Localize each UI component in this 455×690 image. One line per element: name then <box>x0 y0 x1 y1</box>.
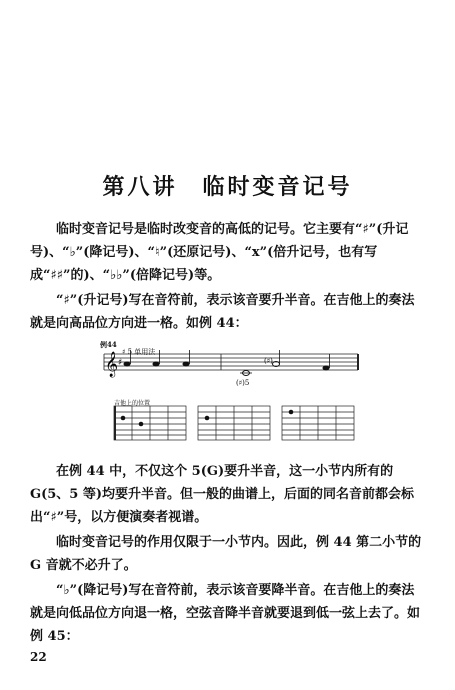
under-note-text: (♯)5 <box>236 379 250 387</box>
fret-dot <box>205 416 210 421</box>
fret-dot <box>139 422 144 427</box>
paragraph-flat: “♭”(降记号)写在音符前，表示该音要降半音。在吉他上的奏法就是向低品位方向退一格，空弦音降半音就要退到低一弦上去了。如例 45： <box>30 583 421 644</box>
paren-sharp: (♯) <box>264 357 273 365</box>
fret-dot <box>289 410 294 415</box>
paragraph-intro: 临时变音记号是临时改变音的高低的记号。它主要有“♯”(升记号)、“♭”(降记号)、“♮”(还原记号)、“x”(倍升记号，也有写成“♯♯”的)、“♭♭”(倍降记号)等。 <box>30 222 409 283</box>
note-head <box>153 362 160 367</box>
paragraph-example-explanation: 在例 44 中，不仅这个 5(G)要升半音，这一小节内所有的 G(5、5 等)均要升半音。但一般的曲谱上，后面的同名音前都会标出“♯”号，以方便演奏者视谱。 <box>30 464 415 525</box>
sharp-icon: ♯ <box>118 358 123 368</box>
note-head <box>183 362 190 367</box>
note-head <box>323 366 330 371</box>
page-number: 22 <box>30 650 47 664</box>
page-title: 第八讲 临时变音记号 <box>102 174 353 200</box>
staff-and-fretboard <box>96 340 366 450</box>
example-label: 例44 <box>100 340 117 349</box>
paragraph-sharp: “♯”(升记号)写在音符前，表示该音要升半音。在吉他上的奏法就是向高品位方向进一格。如例 44： <box>30 293 415 331</box>
fretboard-diagrams <box>114 406 354 440</box>
paragraph-measure-scope: 临时变音记号的作用仅限于一小节内。因此，例 44 第二小节的 G 音就不必升了。 <box>30 535 422 573</box>
staff-annotation: ♯ 5 单用法 <box>122 348 156 356</box>
staff <box>104 354 358 370</box>
note-head <box>124 362 131 367</box>
diagram-label: 吉他上的位置 <box>114 400 151 407</box>
fret-dot <box>121 416 126 421</box>
music-example-44 <box>96 340 366 450</box>
treble-clef-icon: 𝄞 <box>105 352 119 377</box>
